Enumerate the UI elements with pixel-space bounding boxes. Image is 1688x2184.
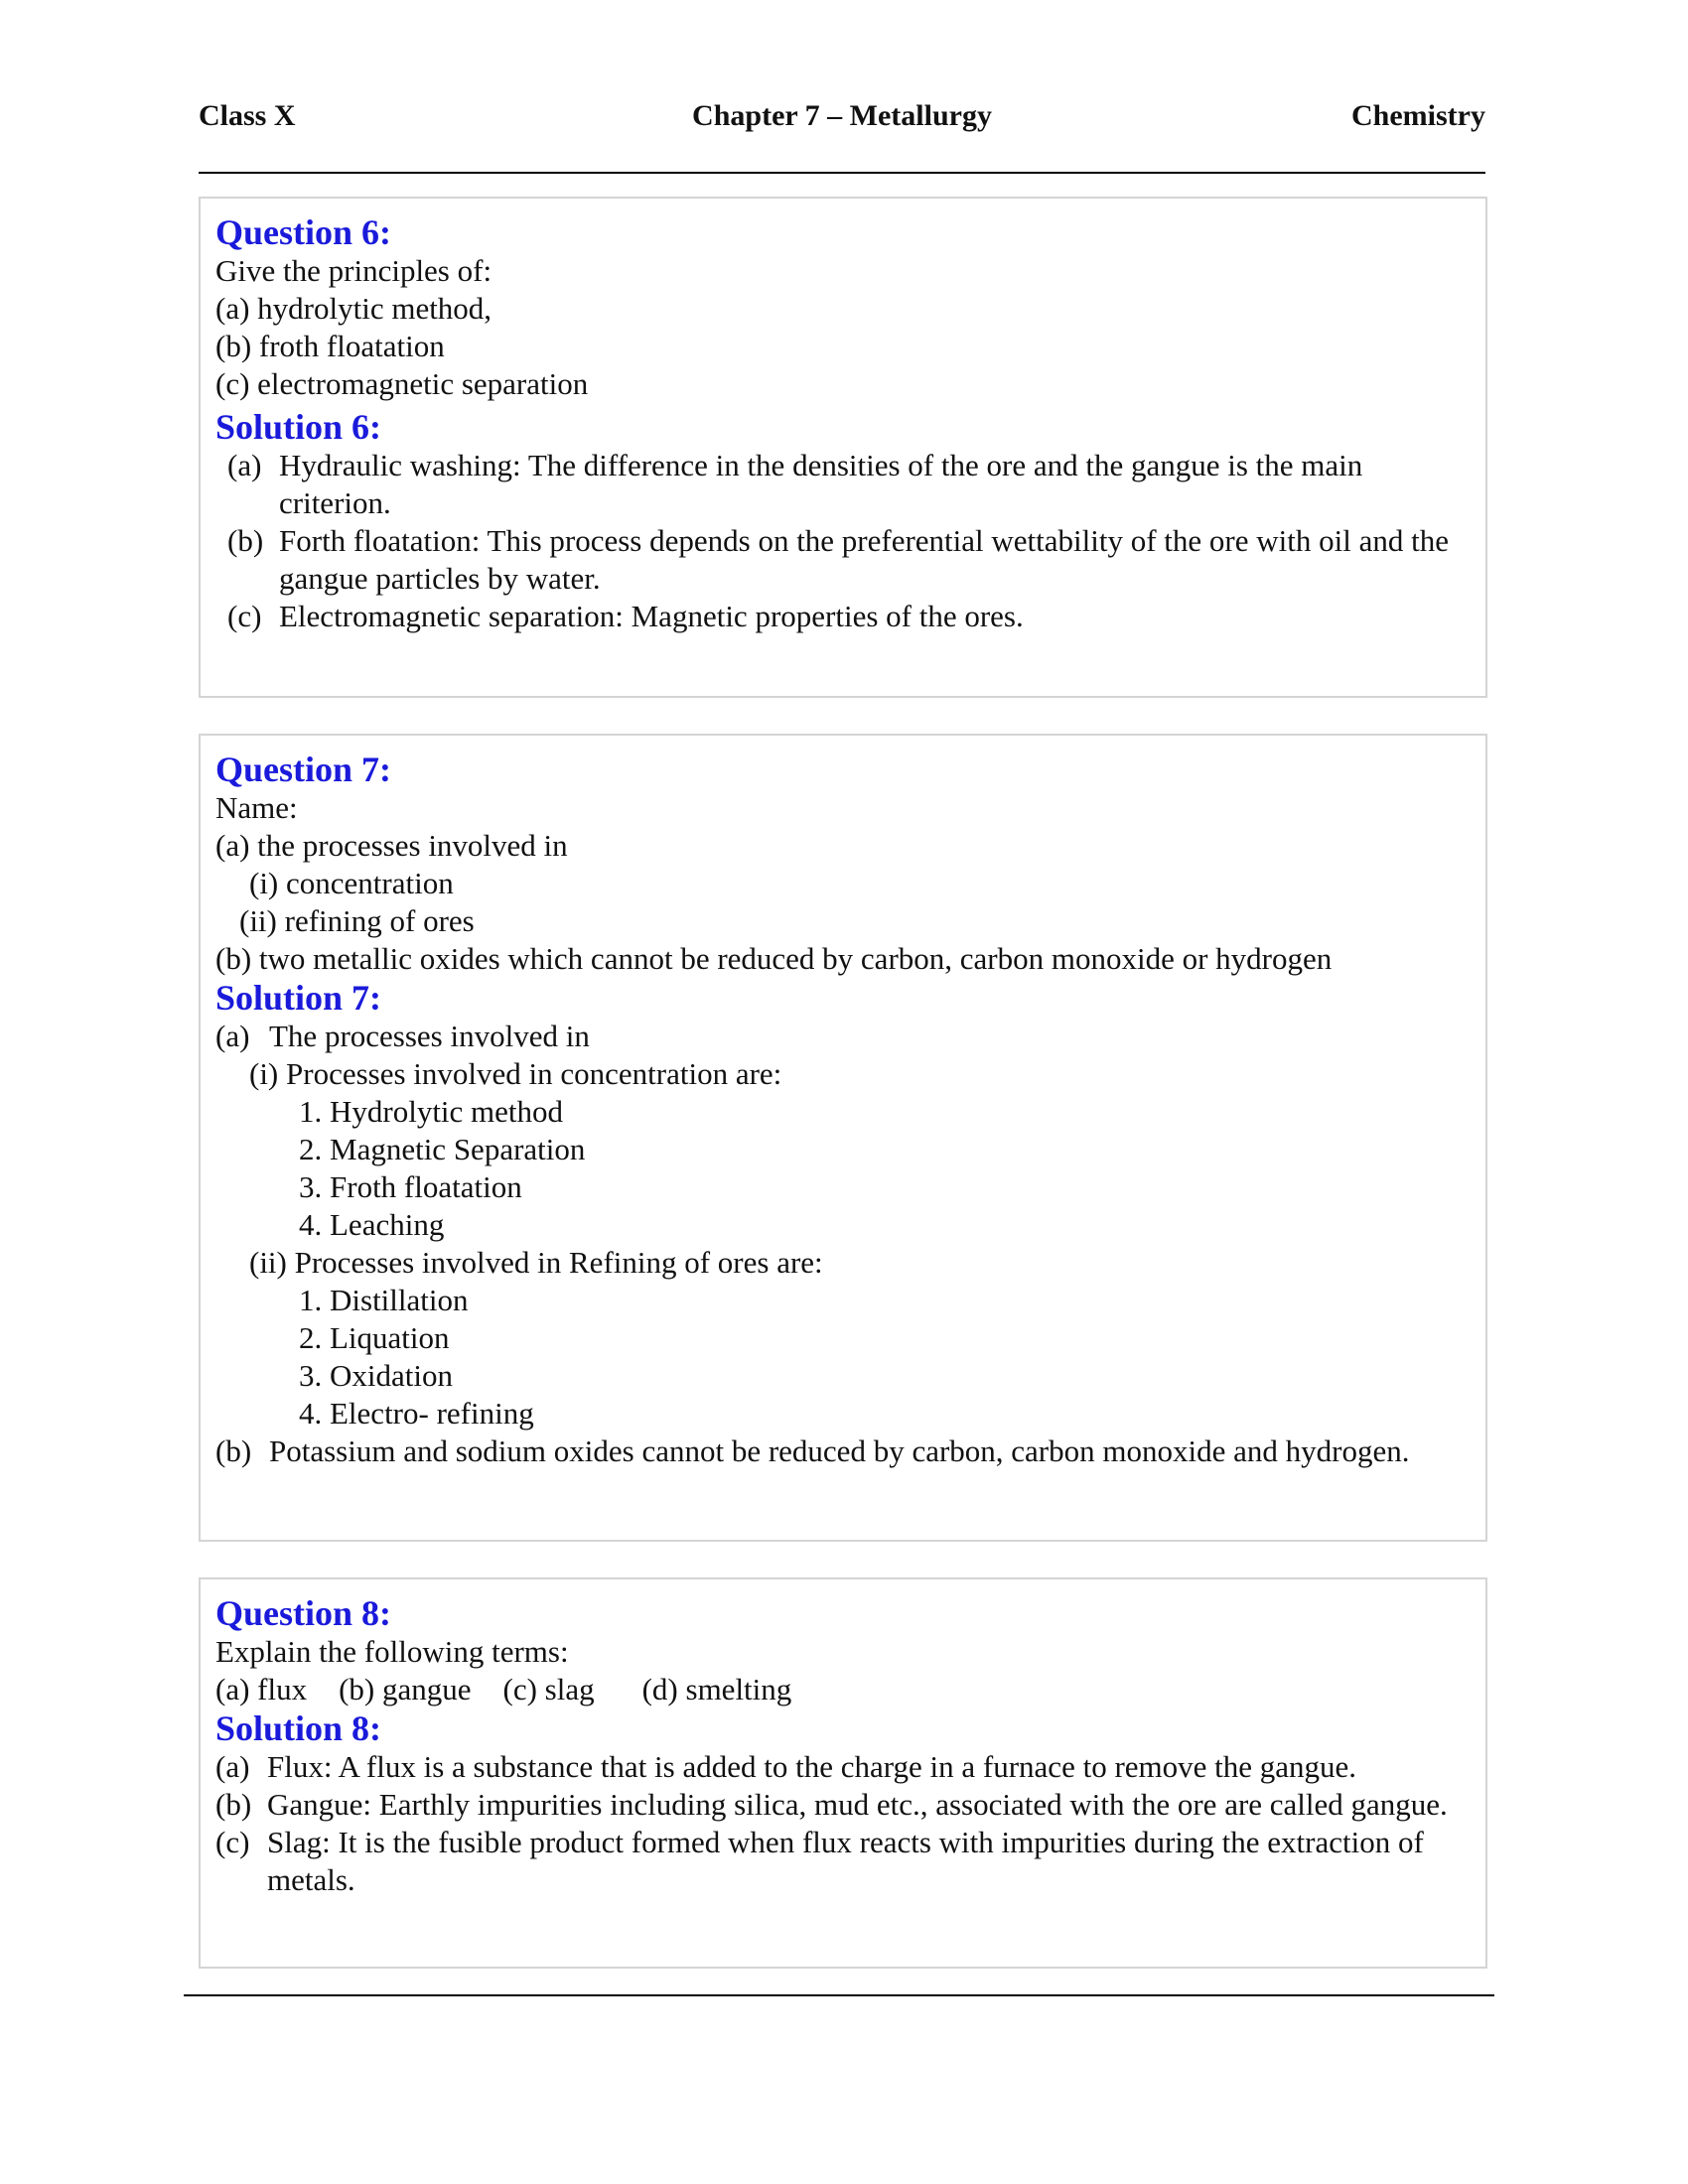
solution-6-answer bbox=[227, 522, 1472, 598]
term-item: (d) smelting bbox=[641, 1672, 792, 1706]
solution-6-title: Solution 6: bbox=[215, 407, 382, 447]
question-7-box bbox=[199, 734, 1487, 1542]
answer-text: Slag: It is the fusible product formed when flux reacts with impurities during the extraction of metals. bbox=[267, 1825, 1424, 1897]
question-6-item: (a) hydrolytic method, bbox=[215, 291, 492, 326]
solution-6-list bbox=[215, 447, 1472, 635]
question-8-box bbox=[199, 1577, 1487, 1969]
term-item: (b) gangue bbox=[339, 1672, 472, 1706]
header-class: Class X bbox=[199, 99, 296, 132]
solution-7-refining-heading: (ii) Processes involved in Refining of ores are: bbox=[249, 1245, 823, 1280]
question-6-prompt: Give the principles of: bbox=[215, 253, 492, 288]
answer-label: (b) bbox=[227, 523, 264, 558]
answer-label: (c) bbox=[227, 599, 262, 633]
list-item: 1. Hydrolytic method bbox=[299, 1094, 564, 1129]
question-6-box bbox=[199, 197, 1487, 698]
solution-8-answer bbox=[215, 1748, 1472, 1786]
question-6-item: (b) froth floatation bbox=[215, 329, 445, 363]
footer-divider bbox=[184, 1994, 1494, 1996]
list-item: 3. Oxidation bbox=[299, 1358, 453, 1393]
solution-6-answer bbox=[227, 598, 1472, 635]
term-item: (c) slag bbox=[502, 1672, 595, 1706]
list-item: 4. Leaching bbox=[299, 1207, 445, 1242]
answer-text: Hydraulic washing: The difference in the densities of the ore and the gangue is the main criterion. bbox=[279, 448, 1363, 520]
answer-label: (a) bbox=[227, 448, 262, 482]
question-8-prompt: Explain the following terms: bbox=[215, 1634, 569, 1669]
question-7-item-a-ii: (ii) refining of ores bbox=[239, 903, 475, 938]
header-divider bbox=[199, 172, 1485, 174]
question-6-item: (c) electromagnetic separation bbox=[215, 366, 589, 401]
answer-label: (b) bbox=[215, 1433, 252, 1468]
solution-7-part-b bbox=[215, 1433, 1472, 1470]
list-item: 2. Magnetic Separation bbox=[299, 1132, 586, 1166]
solution-7-title: Solution 7: bbox=[215, 978, 382, 1018]
solution-8-answer bbox=[215, 1786, 1472, 1824]
solution-7-part-a bbox=[215, 1018, 1472, 1055]
solution-6-answer bbox=[227, 447, 1472, 522]
question-7-item-a-i: (i) concentration bbox=[249, 866, 454, 900]
question-7-title: Question 7: bbox=[215, 750, 392, 789]
list-item: 4. Electro- refining bbox=[299, 1396, 534, 1431]
question-7-item-b: (b) two metallic oxides which cannot be reduced by carbon, carbon monoxide or hydrogen bbox=[215, 941, 1333, 976]
question-8-terms bbox=[215, 1671, 1472, 1708]
answer-text: Electromagnetic separation: Magnetic properties of the ores. bbox=[279, 599, 1024, 633]
answer-label: (a) bbox=[215, 1749, 250, 1784]
question-8-title: Question 8: bbox=[215, 1593, 392, 1633]
answer-text: Gangue: Earthly impurities including silica, mud etc., associated with the ore are called gangue. bbox=[267, 1787, 1448, 1822]
list-item: 1. Distillation bbox=[299, 1283, 469, 1317]
question-6-title: Question 6: bbox=[215, 212, 392, 252]
answer-text: The processes involved in bbox=[269, 1019, 590, 1053]
solution-8-answer bbox=[215, 1824, 1472, 1899]
header-subject: Chemistry bbox=[1351, 99, 1485, 132]
solution-7-concentration-heading: (i) Processes involved in concentration are: bbox=[249, 1056, 782, 1091]
header-chapter: Chapter 7 – Metallurgy bbox=[692, 99, 992, 132]
list-item: 3. Froth floatation bbox=[299, 1169, 522, 1204]
list-item: 2. Liquation bbox=[299, 1320, 450, 1355]
term-item: (a) flux bbox=[215, 1672, 308, 1706]
answer-label: (c) bbox=[215, 1825, 250, 1859]
question-7-item-a: (a) the processes involved in bbox=[215, 828, 568, 863]
answer-label: (b) bbox=[215, 1787, 252, 1822]
answer-text: Forth floatation: This process depends on the preferential wettability of the ore with oil and the gangue particles by water. bbox=[279, 523, 1449, 596]
answer-text: Flux: A flux is a substance that is added to the charge in a furnace to remove the gangue. bbox=[267, 1749, 1357, 1784]
solution-8-title: Solution 8: bbox=[215, 1708, 382, 1748]
answer-label: (a) bbox=[215, 1019, 250, 1053]
question-7-prompt: Name: bbox=[215, 790, 298, 825]
answer-text: Potassium and sodium oxides cannot be reduced by carbon, carbon monoxide and hydrogen. bbox=[269, 1433, 1410, 1468]
